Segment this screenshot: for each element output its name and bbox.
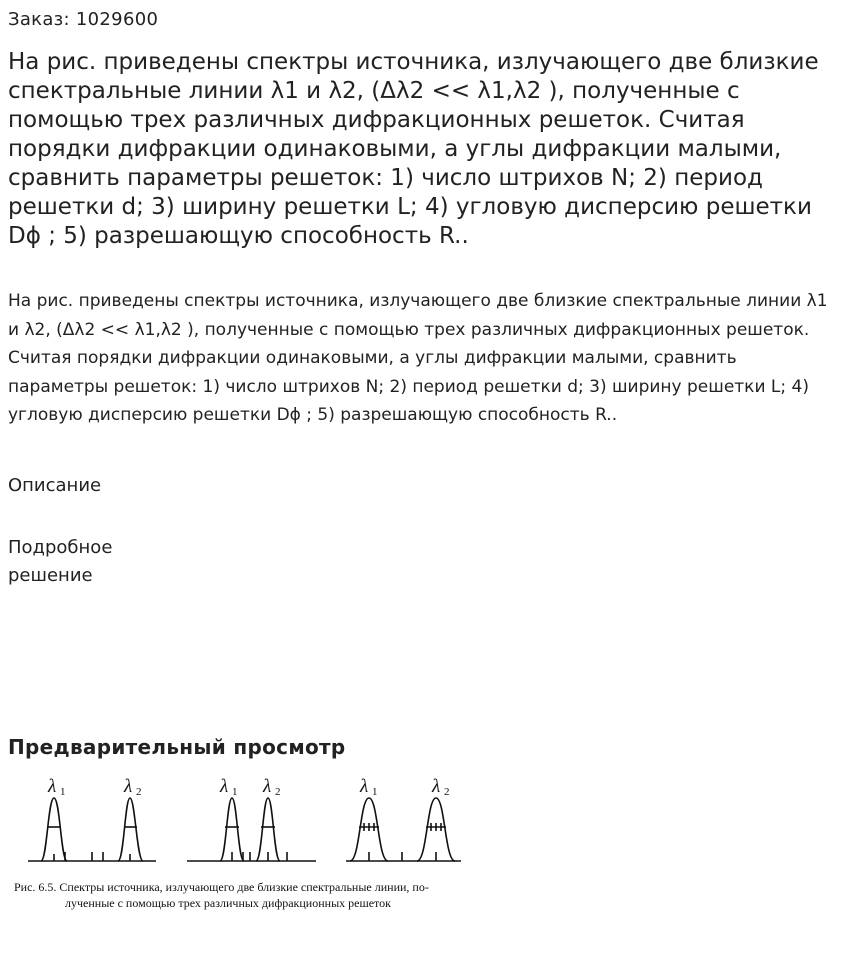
detailed-solution-label-line2: решение <box>8 565 93 586</box>
peak-2-lambda2 <box>256 798 280 861</box>
spectrum-panel-1 <box>28 798 156 861</box>
problem-title: На рис. приведены спектры источника, излучающего две близкие спектральные линии λ1 и λ2, (Δλ2 << λ1,λ2 ), полученные с помощью трех различных дифракционных решеток. Считая порядки дифракции одинаковыми, а углы дифракции малыми, сравнить параметры решеток: 1) число штрихов N; 2) период решетки d; 3) ширину решетки L; 4) угловую дисперсию решетки Dϕ ; 5) разрешающую способность R.. <box>8 49 819 249</box>
peak-2-lambda1 <box>220 798 244 861</box>
spectrum-panel-3 <box>346 798 461 861</box>
peak-1-lambda2 <box>118 798 143 861</box>
preview-heading: Предварительный просмотр <box>8 735 346 759</box>
label-lambda2-panel1: λ <box>124 776 133 797</box>
detailed-solution-label <box>8 534 112 590</box>
spectra-figure-drawing <box>10 770 500 875</box>
label-lambda2-panel3-sub: 2 <box>444 786 450 798</box>
spectra-figure <box>10 770 500 920</box>
figure-caption-line2: лученные с помощью трех различных дифракционных решеток <box>65 896 391 910</box>
order-number: Заказ: 1029600 <box>8 9 159 30</box>
label-lambda2-panel2-sub: 2 <box>275 786 281 798</box>
spectrum-panel-2 <box>187 798 316 861</box>
label-lambda1-panel2-sub: 1 <box>232 786 238 798</box>
label-lambda1-panel3-sub: 1 <box>372 786 378 798</box>
figure-caption <box>14 879 500 911</box>
label-lambda2-panel2: λ <box>263 776 272 797</box>
label-lambda1-panel1: λ <box>48 776 57 797</box>
label-lambda1-panel1-sub: 1 <box>60 786 66 798</box>
detailed-solution-label-line1: Подробное <box>8 537 113 558</box>
label-lambda1-panel2: λ <box>220 776 229 797</box>
peak-1-lambda1 <box>41 798 67 861</box>
label-lambda2-panel3: λ <box>432 776 441 797</box>
label-lambda2-panel1-sub: 2 <box>136 786 142 798</box>
figure-caption-line1: Рис. 6.5. Спектры источника, излучающего две близкие спектральные линии, по- <box>14 880 429 894</box>
problem-text: На рис. приведены спектры источника, излучающего две близкие спектральные линии λ1 и λ2, (Δλ2 << λ1,λ2 ), полученные с помощью трех различных дифракционных решеток. Считая порядки дифракции одинаковыми, а углы дифракции малыми, сравнить параметры решеток: 1) число штрихов N; 2) период решетки d; 3) ширину решетки L; 4) угловую дисперсию решетки Dϕ ; 5) разрешающую способность R.. <box>8 291 828 426</box>
description-label: Описание <box>8 475 102 496</box>
label-lambda1-panel3: λ <box>360 776 369 797</box>
